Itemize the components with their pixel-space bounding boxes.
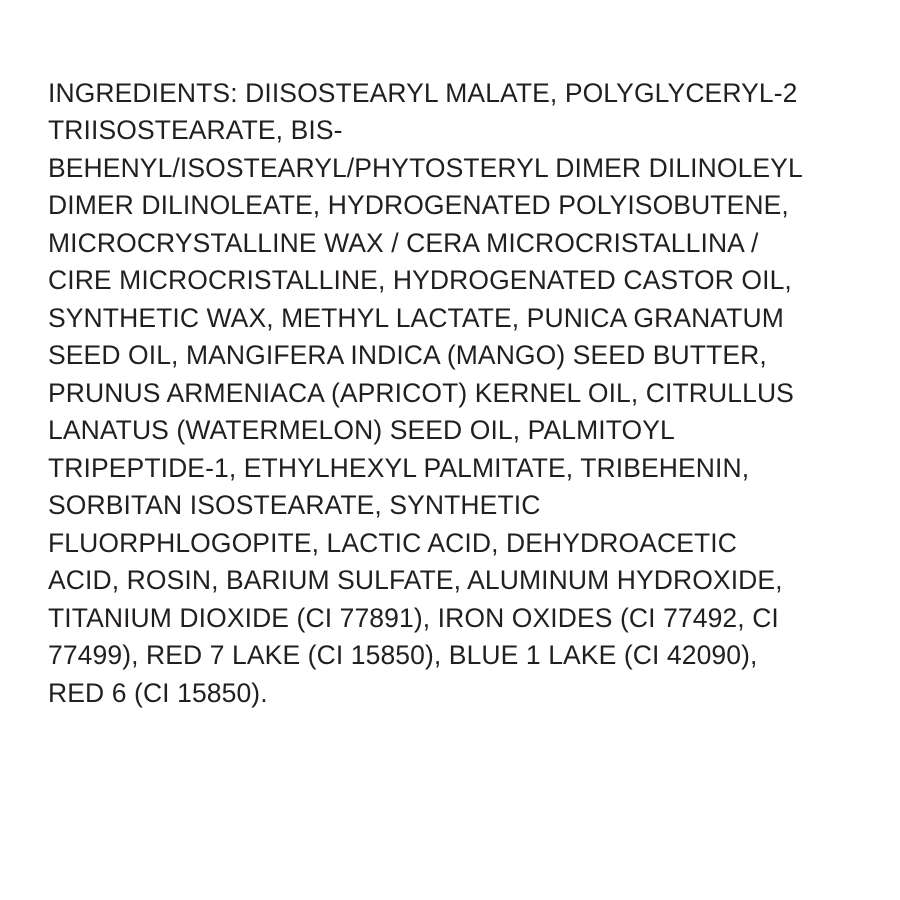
ingredients-paragraph: INGREDIENTS: DIISOSTEARYL MALATE, POLYGLYCERYL-2 TRIISOSTEARATE, BIS-BEHENYL/ISOSTEARYL/PHYTOSTERYL DIMER DILINOLEYL DIMER DILINOLEATE, HYDROGENATED POLYISOBUTENE, MICROCRYSTALLINE WAX / CERA MICROCRISTALLINA / CIRE MICROCRISTALLINE, HYDROGENATED CASTOR OIL, SYNTHETIC WAX, METHYL LACTATE, PUNICA GRANATUM SEED OIL, MANGIFERA INDICA (MANGO) SEED BUTTER, PRUNUS ARMENIACA (APRICOT) KERNEL OIL, CITRULLUS LANATUS (WATERMELON) SEED OIL, PALMITOYL TRIPEPTIDE-1, ETHYLHEXYL PALMITATE, TRIBEHENIN, SORBITAN ISOSTEARATE, SYNTHETIC FLUORPHLOGOPITE, LACTIC ACID, DEHYDROACETIC ACID, ROSIN, BARIUM SULFATE, ALUMINUM HYDROXIDE, TITANIUM DIOXIDE (CI 77891), IRON OXIDES (CI 77492, CI 77499), RED 7 LAKE (CI 15850), BLUE 1 LAKE (CI 42090), RED 6 (CI 15850).	[48, 77, 810, 708]
